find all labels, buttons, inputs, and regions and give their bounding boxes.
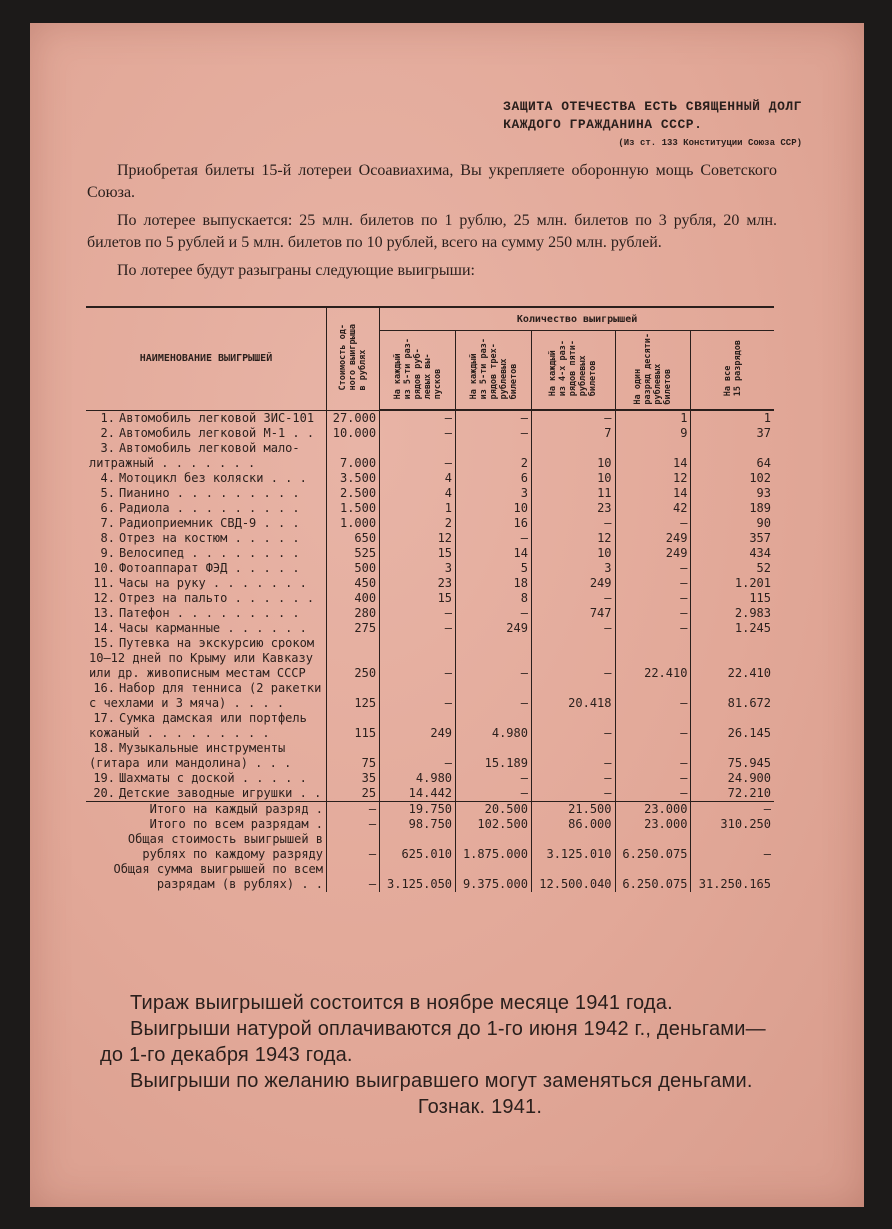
prize-count: 10 (456, 501, 532, 516)
prize-name (86, 741, 327, 771)
prize-cost: 500 (327, 561, 380, 576)
table-row (86, 681, 774, 711)
prize-index: 18. (93, 741, 115, 755)
prize-count: 37 (691, 426, 774, 441)
header-prize-name: НАИМЕНОВАНИЕ ВЫИГРЫШЕЙ (86, 307, 327, 410)
prize-cost: 25 (327, 786, 380, 802)
prize-cost: 2.500 (327, 486, 380, 501)
prize-cost: 35 (327, 771, 380, 786)
prize-count: 81.672 (691, 681, 774, 711)
prize-name (86, 501, 327, 516)
prize-count: — (615, 681, 691, 711)
prize-count: 3 (456, 486, 532, 501)
prize-count: — (615, 741, 691, 771)
totals-label: Итого на каждый разряд . (86, 802, 327, 818)
prize-count: 2 (456, 441, 532, 471)
prize-index: 11. (93, 576, 115, 590)
prize-count: — (531, 591, 615, 606)
prize-index: 7. (100, 516, 115, 530)
prize-index: 3. (100, 441, 115, 455)
prize-name (86, 486, 327, 501)
prize-name (86, 410, 327, 426)
prize-label: Автомобиль легковой ЗИС-101 (119, 411, 315, 425)
prize-count: 24.900 (691, 771, 774, 786)
prize-cost: 3.500 (327, 471, 380, 486)
prize-count: 15 (380, 546, 456, 561)
prize-count: — (456, 410, 532, 426)
totals-label: Общая сумма выигрышей по всем разрядам (в рублях) . . (113, 862, 323, 891)
prize-index: 19. (93, 771, 115, 785)
totals-row (86, 817, 774, 832)
prize-count: — (531, 621, 615, 636)
totals-value: 98.750 (380, 817, 456, 832)
prize-index: 14. (93, 621, 115, 635)
prize-cost: 400 (327, 591, 380, 606)
prize-count: 11 (531, 486, 615, 501)
totals-label: Общая стоимость выигрышей в рублях по каждому разряду (127, 832, 323, 861)
footer-goznak: Гознак. 1941. (417, 1096, 543, 1118)
table-row (86, 561, 774, 576)
prize-count: — (456, 771, 532, 786)
prize-count: 72.210 (691, 786, 774, 802)
prize-count: 249 (615, 531, 691, 546)
footer-text (100, 990, 780, 1120)
prize-cost: 27.000 (327, 410, 380, 426)
table-row (86, 606, 774, 621)
totals-value: 86.000 (531, 817, 615, 832)
motto-source: (Из ст. 133 Конституции Союза ССР) (618, 138, 802, 148)
prize-count: 1.245 (691, 621, 774, 636)
prize-index: 1. (100, 411, 115, 425)
table-row (86, 771, 774, 786)
prize-count: 14 (456, 546, 532, 561)
prize-count: — (615, 516, 691, 531)
prize-count: — (531, 786, 615, 802)
prize-count: 102 (691, 471, 774, 486)
prize-cost: 525 (327, 546, 380, 561)
prize-count: — (615, 786, 691, 802)
totals-value: 625.010 (380, 832, 456, 862)
prize-count: 23 (531, 501, 615, 516)
prize-count: 4 (380, 471, 456, 486)
prize-count: 249 (456, 621, 532, 636)
prize-cost: 10.000 (327, 426, 380, 441)
prize-name (86, 711, 327, 741)
header-count-col-5: На все 15 разрядов (691, 331, 774, 411)
intro-paragraph-2: По лотерее выпускается: 25 млн. билетов по 1 рублю, 25 млн. билетов по 3 рубля, 20 млн. билетов по 5 рублей и 5 млн. билетов по 10 рублей, всего на сумму 250 млн. рублей. (87, 212, 777, 251)
prize-count: — (380, 606, 456, 621)
prize-count: — (615, 561, 691, 576)
prize-count: 64 (691, 441, 774, 471)
prize-count: 434 (691, 546, 774, 561)
prize-index: 4. (100, 471, 115, 485)
prize-count: 22.410 (615, 636, 691, 681)
prize-count: — (380, 441, 456, 471)
table-row (86, 576, 774, 591)
prize-count: 5 (456, 561, 532, 576)
totals-value: 23.000 (615, 802, 691, 818)
prize-count: — (456, 636, 532, 681)
prize-count: 2.983 (691, 606, 774, 621)
prize-count: — (615, 711, 691, 741)
prize-label: Пианино . . . . . . . . . (119, 486, 300, 500)
prize-count: 10 (531, 441, 615, 471)
prize-count: — (531, 410, 615, 426)
prize-cost: 75 (327, 741, 380, 771)
prize-name (86, 786, 327, 802)
totals-value: 1.875.000 (456, 832, 532, 862)
header-count-col-4: На один разряд десяти- рублевых билетов (615, 331, 691, 411)
prize-name (86, 771, 327, 786)
prize-count: — (456, 681, 532, 711)
prize-count: 12 (615, 471, 691, 486)
prize-cost: 280 (327, 606, 380, 621)
prize-count: 249 (380, 711, 456, 741)
prize-count: 249 (531, 576, 615, 591)
totals-value: 102.500 (456, 817, 532, 832)
header-count-col-2: На каждый из 5-ти раз- рядов трех- рублевых билетов (456, 331, 532, 411)
prize-name (86, 561, 327, 576)
footer-payment-terms: Выигрыши натурой оплачиваются до 1-го июня 1942 г., деньгами—до 1-го декабря 1943 года. (100, 1018, 766, 1066)
prize-count: 14.442 (380, 786, 456, 802)
prize-index: 13. (93, 606, 115, 620)
totals-cost: — (327, 802, 380, 818)
prize-count: 26.145 (691, 711, 774, 741)
prize-label: Сумка дамская или портфель кожаный . . . . . . . . . (89, 711, 307, 740)
totals-cost: — (327, 817, 380, 832)
prize-label: Радиола . . . . . . . . . (119, 501, 300, 515)
prize-name (86, 546, 327, 561)
prize-count: 2 (380, 516, 456, 531)
table-row (86, 501, 774, 516)
prize-count: 1 (691, 410, 774, 426)
footer-draw-date: Тираж выигрышей состоится в ноябре месяце 1941 года. (130, 992, 673, 1014)
prize-cost: 125 (327, 681, 380, 711)
intro-text (87, 160, 777, 288)
prize-count: — (615, 771, 691, 786)
prize-count: — (531, 741, 615, 771)
prize-label: Радиоприемник СВД-9 . . . (119, 516, 300, 530)
prize-count: 14 (615, 486, 691, 501)
prize-count: — (456, 531, 532, 546)
prize-label: Отрез на костюм . . . . . (119, 531, 300, 545)
prize-count: 357 (691, 531, 774, 546)
prize-count: 18 (456, 576, 532, 591)
prize-cost: 250 (327, 636, 380, 681)
totals-row (86, 802, 774, 818)
prize-count: 3 (380, 561, 456, 576)
prize-count: 4.980 (456, 711, 532, 741)
totals-value: 21.500 (531, 802, 615, 818)
prize-count: — (456, 426, 532, 441)
totals-row (86, 862, 774, 892)
table-row (86, 441, 774, 471)
intro-paragraph-1: Приобретая билеты 15-й лотереи Осоавиахима, Вы укрепляете оборонную мощь Советского Союза. (87, 162, 777, 201)
prize-index: 10. (93, 561, 115, 575)
prize-name (86, 441, 327, 471)
prize-count: — (531, 711, 615, 741)
prizes-table (86, 306, 774, 892)
prize-count: 42 (615, 501, 691, 516)
totals-value: 23.000 (615, 817, 691, 832)
header-count: Количество выигрышей (380, 307, 774, 331)
totals-value: 6.250.075 (615, 862, 691, 892)
prize-label: Набор для тенниса (2 ракетки с чехлами и 3 мяча) . . . . (89, 681, 322, 710)
prize-count: — (615, 576, 691, 591)
prize-count: — (380, 681, 456, 711)
totals-value: 3.125.050 (380, 862, 456, 892)
prize-cost: 7.000 (327, 441, 380, 471)
totals-label: Итого по всем разрядам . (149, 817, 323, 831)
table-row (86, 486, 774, 501)
totals-value: 3.125.010 (531, 832, 615, 862)
prize-cost: 1.000 (327, 516, 380, 531)
prize-count: 1 (615, 410, 691, 426)
prize-count: — (456, 606, 532, 621)
prize-count: — (380, 410, 456, 426)
prize-count: 1 (380, 501, 456, 516)
prize-count: 7 (531, 426, 615, 441)
prize-count: 52 (691, 561, 774, 576)
header-count-col-3: На каждый из 4-х раз- рядов пяти- рублевых билетов (531, 331, 615, 411)
prize-count: 747 (531, 606, 615, 621)
prize-count: — (380, 636, 456, 681)
prize-count: 23 (380, 576, 456, 591)
prize-index: 6. (100, 501, 115, 515)
prize-name (86, 591, 327, 606)
header-count-col-1: На каждый из 5-ти раз- рядов руб- левых вы- пусков (380, 331, 456, 411)
prize-cost: 450 (327, 576, 380, 591)
prize-count: 10 (531, 546, 615, 561)
footer-cash-option: Выигрыши по желанию выигравшего могут заменяться деньгами. (130, 1070, 753, 1092)
prize-count: 12 (531, 531, 615, 546)
prize-name (86, 426, 327, 441)
totals-value: — (691, 802, 774, 818)
prize-count: 15 (380, 591, 456, 606)
prize-label: Фотоаппарат ФЭД . . . . . (119, 561, 300, 575)
prize-count: — (380, 741, 456, 771)
table-row (86, 621, 774, 636)
totals-value: 31.250.165 (691, 862, 774, 892)
table-row (86, 471, 774, 486)
prize-count: 75.945 (691, 741, 774, 771)
prize-count: 14 (615, 441, 691, 471)
prize-name (86, 531, 327, 546)
prize-index: 12. (93, 591, 115, 605)
prize-cost: 1.500 (327, 501, 380, 516)
prize-count: 1.201 (691, 576, 774, 591)
prize-count: 12 (380, 531, 456, 546)
prize-name (86, 576, 327, 591)
table-row (86, 711, 774, 741)
totals-value: — (691, 832, 774, 862)
prize-label: Часы на руку . . . . . . . (119, 576, 307, 590)
table-row (86, 741, 774, 771)
prize-count: 93 (691, 486, 774, 501)
prize-cost: 115 (327, 711, 380, 741)
prize-count: — (380, 621, 456, 636)
prize-label: Музыкальные инструменты (гитара или мандолина) . . . (89, 741, 292, 770)
table-row (86, 546, 774, 561)
totals-row (86, 832, 774, 862)
prize-count: 20.418 (531, 681, 615, 711)
prize-count: 6 (456, 471, 532, 486)
prize-count: 4.980 (380, 771, 456, 786)
table-row (86, 591, 774, 606)
prize-label: Велосипед . . . . . . . . (119, 546, 300, 560)
prize-count: — (456, 786, 532, 802)
prize-label: Шахматы с доской . . . . . (119, 771, 307, 785)
prize-index: 16. (93, 681, 115, 695)
totals-cost: — (327, 862, 380, 892)
prize-label: Часы карманные . . . . . . (119, 621, 307, 635)
table-row (86, 410, 774, 426)
header-cost: Стоимость од- ного выигрыша в рублях (327, 307, 380, 410)
prize-label: Автомобиль легковой М-1 . . (119, 426, 315, 440)
prize-count: 189 (691, 501, 774, 516)
table-row (86, 426, 774, 441)
prize-count: 4 (380, 486, 456, 501)
prize-label: Путевка на экскурсию сроком 10—12 дней по Крыму или Кавказу или др. живописным местам СССР (89, 636, 315, 680)
prize-label: Отрез на пальто . . . . . . (119, 591, 315, 605)
totals-value: 9.375.000 (456, 862, 532, 892)
prize-index: 15. (93, 636, 115, 650)
prize-index: 9. (100, 546, 115, 560)
prize-count: — (615, 591, 691, 606)
prize-label: Автомобиль легковой мало-литражный . . . . . . . (89, 441, 300, 470)
prize-cost: 650 (327, 531, 380, 546)
motto-block (503, 98, 802, 152)
prize-name (86, 636, 327, 681)
totals-value: 310.250 (691, 817, 774, 832)
prize-label: Патефон . . . . . . . . . (119, 606, 300, 620)
prize-count: — (531, 636, 615, 681)
prize-count: 115 (691, 591, 774, 606)
prize-count: 10 (531, 471, 615, 486)
prize-index: 5. (100, 486, 115, 500)
totals-value: 6.250.075 (615, 832, 691, 862)
prize-cost: 275 (327, 621, 380, 636)
totals-value: 12.500.040 (531, 862, 615, 892)
intro-paragraph-3: По лотерее будут разыграны следующие выигрыши: (117, 262, 475, 279)
prize-count: 9 (615, 426, 691, 441)
prize-label: Детские заводные игрушки . . (119, 786, 322, 800)
prize-name (86, 516, 327, 531)
table-row (86, 636, 774, 681)
prize-label: Мотоцикл без коляски . . . (119, 471, 307, 485)
totals-value: 20.500 (456, 802, 532, 818)
prize-count: — (615, 621, 691, 636)
table-row (86, 516, 774, 531)
totals-value: 19.750 (380, 802, 456, 818)
prize-count: 22.410 (691, 636, 774, 681)
table-row (86, 786, 774, 802)
prize-name (86, 606, 327, 621)
prize-count: 15.189 (456, 741, 532, 771)
prize-name (86, 621, 327, 636)
motto-line-1: ЗАЩИТА ОТЕЧЕСТВА ЕСТЬ СВЯЩЕННЫЙ ДОЛГ (503, 99, 802, 114)
prize-count: — (380, 426, 456, 441)
prize-name (86, 681, 327, 711)
prize-count: 3 (531, 561, 615, 576)
prize-index: 2. (100, 426, 115, 440)
prize-index: 17. (93, 711, 115, 725)
prize-name (86, 471, 327, 486)
table-row (86, 531, 774, 546)
prize-count: 249 (615, 546, 691, 561)
prize-count: — (615, 606, 691, 621)
prize-count: — (531, 771, 615, 786)
prize-count: 90 (691, 516, 774, 531)
prize-index: 20. (93, 786, 115, 800)
totals-cost: — (327, 832, 380, 862)
prize-count: — (531, 516, 615, 531)
prize-count: 8 (456, 591, 532, 606)
prize-index: 8. (100, 531, 115, 545)
prize-count: 16 (456, 516, 532, 531)
motto-line-2: КАЖДОГО ГРАЖДАНИНА СССР. (503, 117, 703, 132)
